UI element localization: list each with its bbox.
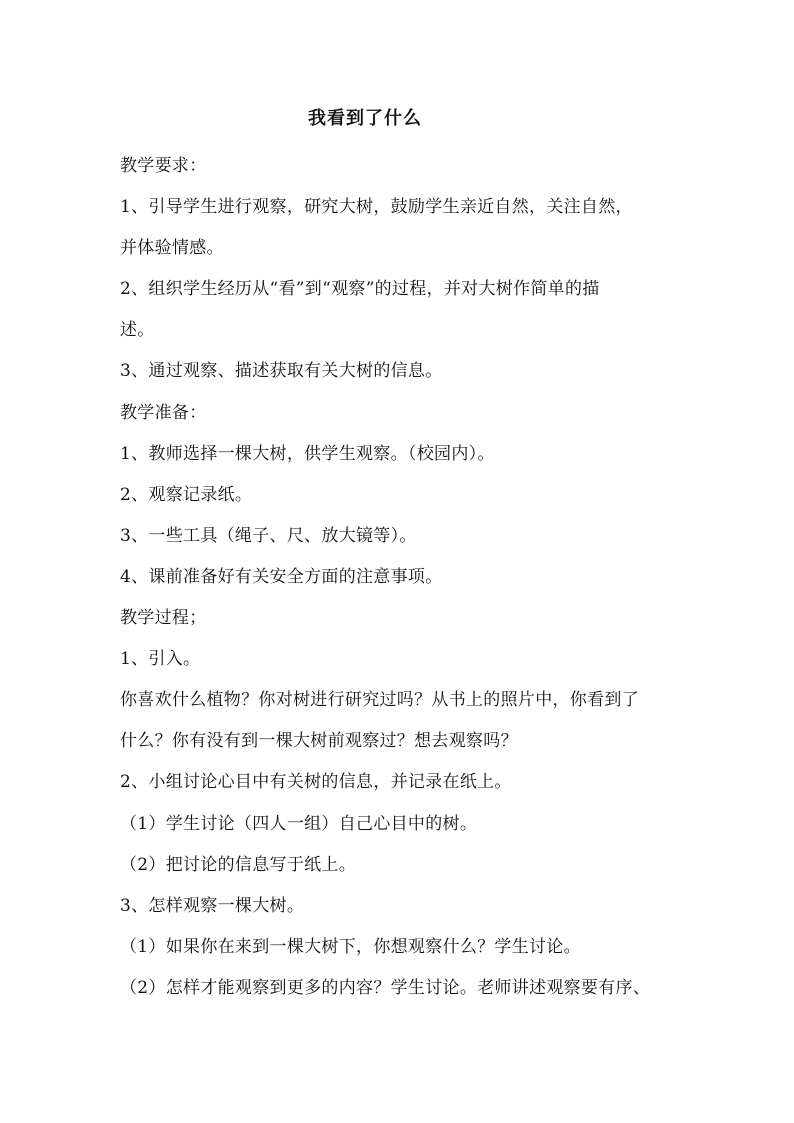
preparation-item-2: 2、观察记录纸。 — [120, 484, 253, 505]
process-step-1-text-continued: 什么？你有没有到一棵大树前观察过？想去观察吗？ — [120, 731, 518, 752]
requirement-item-3: 3、通过观察、描述获取有关大树的信息。 — [120, 361, 443, 382]
document-body — [120, 146, 680, 1009]
preparation-item-1: 1、教师选择一棵大树，供学生观察。（校园内）。 — [120, 443, 495, 464]
requirement-item-1-continued: 并体验情感。 — [120, 238, 224, 259]
process-step-1-text: 你喜欢什么植物？你对树进行研究过吗？从书上的照片中，你看到了 — [120, 690, 639, 711]
section-heading-process: 教学过程； — [120, 608, 207, 629]
preparation-item-3: 3、一些工具（绳子、尺、放大镜等）。 — [120, 525, 417, 546]
process-step-3: 3、怎样观察一棵大树。 — [120, 895, 305, 916]
process-step-3-sub-2: （2）怎样才能观察到更多的内容？学生讨论。老师讲述观察要有序、 — [120, 977, 651, 998]
requirement-item-1: 1、引导学生进行观察，研究大树，鼓励学生亲近自然，关注自然， — [120, 197, 633, 218]
process-step-2-sub-1: （1）学生讨论（四人一组）自己心目中的树。 — [120, 813, 478, 834]
requirement-item-2: 2、组织学生经历从“看”到“观察”的过程，并对大树作简单的描 — [120, 279, 600, 300]
document-title: 我看到了什么 — [308, 108, 422, 129]
section-heading-requirements: 教学要求： — [120, 156, 207, 176]
section-heading-preparation: 教学准备： — [120, 402, 207, 423]
process-step-2: 2、小组讨论心目中有关树的信息，并记录在纸上。 — [120, 772, 512, 793]
process-step-3-sub-1: （1）如果你在来到一棵大树下，你想观察什么？学生讨论。 — [120, 936, 581, 957]
process-step-2-sub-2: （2）把讨论的信息写于纸上。 — [120, 854, 357, 875]
preparation-item-4: 4、课前准备好有关安全方面的注意事项。 — [120, 566, 443, 587]
process-step-1: 1、引入。 — [120, 649, 201, 670]
requirement-item-2-continued: 述。 — [120, 320, 155, 341]
